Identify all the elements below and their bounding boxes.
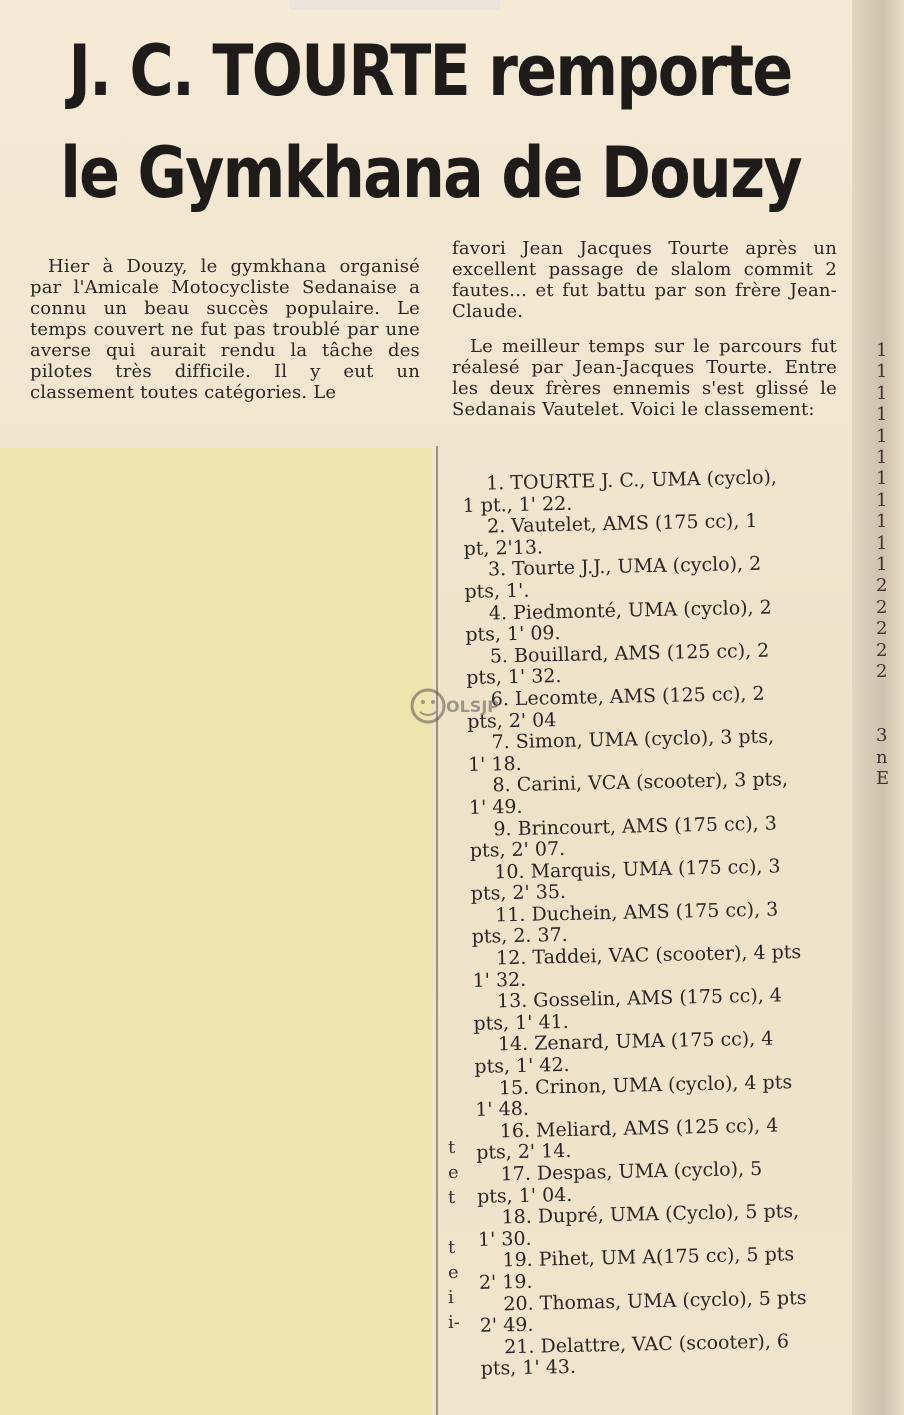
headline-line-1: J. C. TOURTE remporte (68, 30, 792, 112)
right-margin-fragments: 1 1 1 1 1 1 1 1 1 1 1 2 2 2 2 2 3 n E (876, 340, 890, 790)
column-divider (436, 446, 438, 1415)
ranking-list (462, 465, 891, 1380)
ranking-entry-line-1: 13. Gosselin, AMS (175 cc), 4 (496, 984, 783, 1013)
ranking-entry-line-1: 8. Carini, VCA (scooter), 3 pts, (492, 768, 789, 797)
ranking-entry-line-2: pts, 1' 42. (474, 1053, 570, 1078)
ranking-entry-line-1: 2. Vautelet, AMS (175 cc), 1 (486, 510, 758, 538)
article-paragraph-3: Le meilleur temps sur le parcours fut réalesé par Jean-Jacques Tourte. Entre les deux frères ennemis s'est glissé le Sedanais Vautelet. Voici le classement: (452, 336, 837, 420)
ranking-entry-line-1: 9. Brincourt, AMS (175 cc), 3 (493, 811, 778, 840)
ranking-entry-line-1: 17. Despas, UMA (cyclo), 5 (500, 1157, 763, 1186)
ranking-entry-line-1: 21. Delattre, VAC (scooter), 6 (504, 1330, 790, 1359)
ranking-entry-line-2: pts, 1' 09. (465, 622, 561, 647)
ranking-entry-line-1: 19. Pihet, UM A(175 cc), 5 pts (502, 1243, 795, 1272)
article-column-1 (30, 256, 420, 403)
ranking-entry-line-1: 18. Dupré, UMA (Cyclo), 5 pts, (501, 1200, 800, 1229)
ranking-entry-line-2: 1' 30. (477, 1227, 532, 1251)
ranking-entry-line-1: 16. Meliard, AMS (125 cc), 4 (499, 1114, 779, 1143)
ranking-entry-line-2: 1 pt., 1' 22. (462, 492, 573, 517)
ranking-entry-line-2: pts, 1' 41. (473, 1010, 569, 1035)
ranking-entry-line-1: 11. Duchein, AMS (175 cc), 3 (495, 898, 779, 927)
ranking-entry-line-1: 7. Simon, UMA (cyclo), 3 pts, (491, 725, 775, 754)
ranking-entry-line-2: 1' 18. (467, 752, 522, 776)
ranking-entry-line-2: 1' 48. (475, 1097, 530, 1122)
ranking-entry-line-2: pts, 2' 04 (466, 708, 557, 733)
ranking-entry-line-2: pts, 2. 37. (471, 924, 568, 949)
ranking-entry-line-2: pts, 2' 35. (470, 881, 567, 906)
ranking-entry-line-1: 15. Crinon, UMA (cyclo), 4 pts (498, 1070, 793, 1099)
ranking-entry-line-1: 10. Marquis, UMA (175 cc), 3 (494, 855, 781, 884)
ranking-entry-line-1: 6. Lecomte, AMS (125 cc), 2 (490, 682, 765, 711)
article-paragraph-2: favori Jean Jacques Tourte après un excellent passage de slalom commit 2 fautes... et fut battu par son frère Jean-Claude. (452, 238, 837, 322)
paper-tab (290, 0, 500, 10)
ranking-entry (480, 1329, 891, 1381)
ranking-entry-line-1: 5. Bouillard, AMS (125 cc), 2 (489, 639, 770, 668)
ranking-entry-line-2: pts, 1' 43. (480, 1356, 577, 1381)
ranking-entry-line-2: pts, 1' 04. (476, 1183, 573, 1208)
ranking-entry-line-1: 4. Piedmonté, UMA (cyclo), 2 (488, 596, 772, 625)
ranking-entry-line-2: pts, 2' 14. (475, 1140, 572, 1165)
ranking-entry-line-1: 1. TOURTE J. C., UMA (cyclo), (485, 466, 778, 495)
ranking-entry-line-2: pts, 2' 07. (469, 838, 566, 863)
ranking-entry-line-2: 1' 32. (472, 968, 527, 992)
ranking-entry-line-2: pts, 1' 32. (466, 665, 562, 690)
ranking-entry-line-2: 2' 19. (478, 1270, 533, 1294)
ranking-entry-line-1: 14. Zenard, UMA (175 cc), 4 (497, 1028, 774, 1056)
watermark-logo (410, 676, 499, 736)
redacted-area (0, 448, 432, 1415)
watermark-label: OLSJP (446, 697, 499, 716)
ranking-entry-line-2: pts, 1'. (464, 579, 530, 603)
headline-line-2: le Gymkhana de Douzy (60, 132, 801, 214)
ranking-entry-line-2: 1' 49. (468, 795, 523, 819)
ranking-entry-line-1: 20. Thomas, UMA (cyclo), 5 pts (503, 1286, 807, 1315)
ranking-entry-line-2: pt, 2'13. (463, 536, 544, 560)
watermark-face-icon (412, 690, 444, 722)
ranking-entry-line-1: 3. Tourte J.J., UMA (cyclo), 2 (487, 553, 762, 581)
ranking-entry-line-1: 12. Taddei, VAC (scooter), 4 pts (495, 941, 802, 970)
ranking-entry-line-2: 2' 49. (479, 1313, 534, 1337)
left-margin-fragments: t e t t e i i- (448, 1137, 460, 1333)
article-column-2 (452, 238, 837, 420)
article-paragraph-1: Hier à Douzy, le gymkhana organisé par l'Amicale Motocycliste Sedanaise a connu un beau succès populaire. Le temps couvert ne fut pas troublé par une averse qui aurait rendu la tâche des pilotes très difficile. Il y eut un classement toutes catégories. Le (30, 256, 420, 403)
